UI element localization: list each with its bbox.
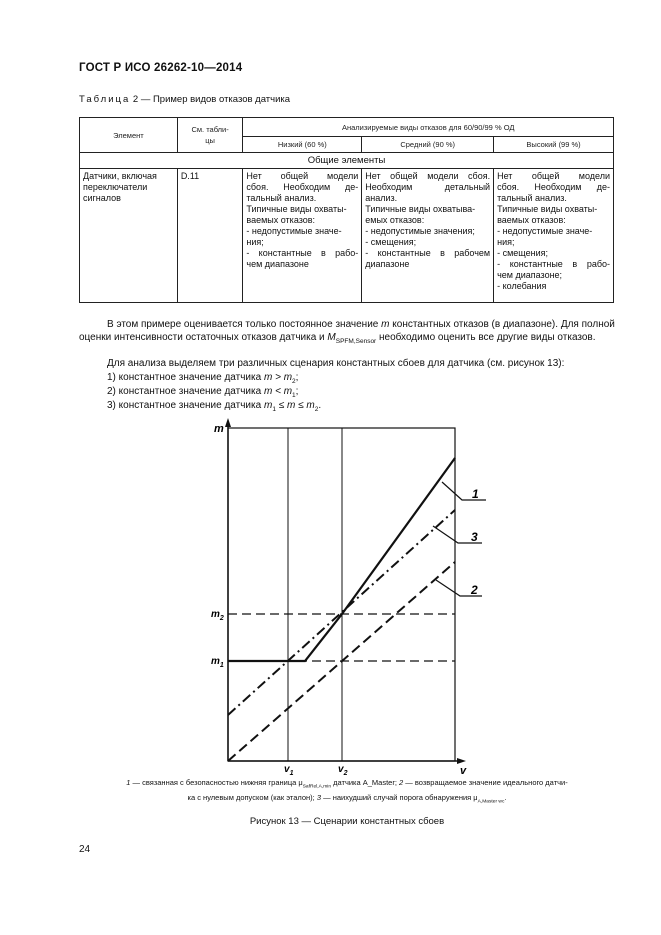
table-caption-label: Таблица [79,94,131,105]
y-tick-m2-base: m [211,609,220,620]
cell-line: - недопустимые значе- [246,226,342,236]
x-tick-v1 [284,764,294,776]
header-low: Низкий (60 %) [243,137,362,153]
header-see-table-line2: цы [205,136,215,145]
curve-label-2: 2 [471,583,478,597]
group-row: Общие элементы [80,153,614,169]
failure-modes-table [79,117,614,303]
cell-line: - смещения; [365,237,417,247]
legend-text-2b: ка с нулевым допуском (как эталон); [187,792,315,802]
cell-table-ref: D.11 [177,169,243,303]
cell-line: диапазоне [365,259,410,269]
cell-line: - колебания [497,281,547,291]
cell-line: ния; [497,237,515,247]
cell-line: ваемых отказов: [497,215,566,225]
header-high: Высокий (99 %) [494,137,614,153]
item-end: . [318,400,322,411]
cell-line: - недопустимые значения; [365,226,475,236]
cell-low [243,169,362,303]
document-header: ГОСТ Р ИСО 26262-10—2014 [79,62,243,74]
cell-line: - недопустимые значе- [497,226,593,236]
table-caption-text: — Пример видов отказов датчика [140,94,291,105]
header-analyzed: Анализируемые виды отказов для 60/90/99 % ОД [243,118,614,137]
item-sub2: 2 [314,406,319,413]
y-tick-m2-sub: 2 [219,615,224,622]
cell-line: тальный анализ. [497,193,567,203]
cell-line: анализ. [365,193,398,203]
legend-num-2: 2 [399,778,404,787]
cell-line: тальный анализ. [246,193,317,203]
x-axis-arrow [457,758,466,764]
legend-num-1: 1 [126,778,131,787]
legend-line-1 [79,778,615,793]
cell-line: сигналов [83,193,121,203]
x-tick-v1-sub: 1 [289,770,294,776]
legend-text-1a: — связанная с безопасностью нижняя граница μ [132,778,303,787]
cell-element [80,169,178,303]
legend-text-3b: . [504,792,507,802]
x-tick-v2-sub: 2 [343,770,348,776]
curve-label-3: 3 [471,530,478,544]
page-number: 24 [79,844,91,855]
legend-num-3: 3 [316,792,322,802]
item-expr: m [263,400,273,411]
cell-line: сбоя. Необходим де- [497,182,610,192]
cell-line: Нет общей модели [497,171,610,181]
cell-medium [362,169,494,303]
cell-line: переключатели [83,182,148,192]
item-sub: 1 [272,406,276,413]
cell-line: ваемых отказов: [246,215,316,225]
p1-var-M: M [327,332,336,343]
y-axis-arrow [225,418,231,427]
p1-text-c: необходимо оценить все другие виды отказов. [379,332,596,343]
leader-1 [442,482,486,500]
y-tick-m1 [211,656,224,669]
item-mid: ≤ m ≤ m [275,400,315,411]
curve-label-1: 1 [472,487,479,501]
cell-line: Датчики, включая [83,171,157,181]
cell-line: чем диапазоне [246,259,309,269]
cell-high [494,169,614,303]
cell-line: - смещения; [497,248,548,258]
x-tick-v1-base: v [284,764,290,775]
scenario-item-3 [107,399,321,416]
cell-line: - константные в рабо- [246,248,359,258]
x-axis-label: v [460,765,467,776]
y-tick-m1-base: m [211,656,220,667]
cell-line: Нет общей модели сбоя. [365,171,491,181]
legend-sub-3: A,Master wc [477,799,505,804]
header-see-table [177,118,243,153]
legend-text-2a: — возвращаемое значение идеального датчи- [405,778,568,787]
item-prefix: 3) константное значение датчика [107,400,262,411]
p1-var-m: m [381,319,390,330]
cell-line: Нет общей модели [246,171,359,181]
cell-line: емых отказов: [365,215,425,225]
legend-line-2 [79,793,615,808]
item-expr: m > m [263,372,293,383]
y-tick-m1-sub: 1 [219,662,224,669]
legend-text-3a: — наихудший случай порога обнаружения μ [323,792,478,802]
cell-line: ния; [246,237,264,247]
figure-legend [79,778,615,807]
cell-line: - константные в рабо- [497,259,610,269]
cell-line: сбоя. Необходим де- [246,182,359,192]
p1-sub: SPFM,Sensor [335,338,377,345]
cell-line: Необходим детальный [365,182,491,192]
paragraph-2: Для анализа выделяем три различных сценария константных сбоев для датчика (см. рисунок 13): [107,358,565,369]
item-end: ; [295,372,299,383]
cell-line: Типичные виды охваты- [246,204,347,214]
p1-text-a: В этом примере оценивается только постоянное значение [107,319,379,330]
header-medium: Средний (90 %) [362,137,494,153]
header-see-table-line1: См. табли- [191,125,229,134]
y-axis-label: m [214,423,224,435]
item-sub: 1 [292,392,296,399]
paragraph-1 [79,318,615,348]
item-prefix: 1) константное значение датчика [107,372,262,383]
cell-line: - константные в рабочем [365,248,491,258]
y-tick-m2 [211,609,224,622]
legend-text-1b: датчика A_Master; [333,778,397,787]
table-caption [79,94,290,105]
cell-line: Типичные виды охваты- [497,204,598,214]
item-expr: m < m [263,386,293,397]
cell-line: Типичные виды охватыва- [365,204,476,214]
p1-text-b: константных отказов (в диапазоне). Для полной оценки интенсивности остаточных отказов датчика и [79,319,615,343]
x-tick-v2-base: v [338,764,344,775]
constant-failure-diagram [190,418,490,776]
legend-sub-1: SafRel,A,min [302,784,332,790]
item-end: ; [295,386,299,397]
x-tick-v2 [338,764,348,776]
figure-caption: Рисунок 13 — Сценарии константных сбоев [249,816,445,827]
cell-line: чем диапазоне; [497,270,563,280]
item-sub: 2 [292,378,296,385]
header-element: Элемент [80,118,178,153]
table-caption-number: 2 [132,94,139,105]
item-prefix: 2) константное значение датчика [107,386,262,397]
